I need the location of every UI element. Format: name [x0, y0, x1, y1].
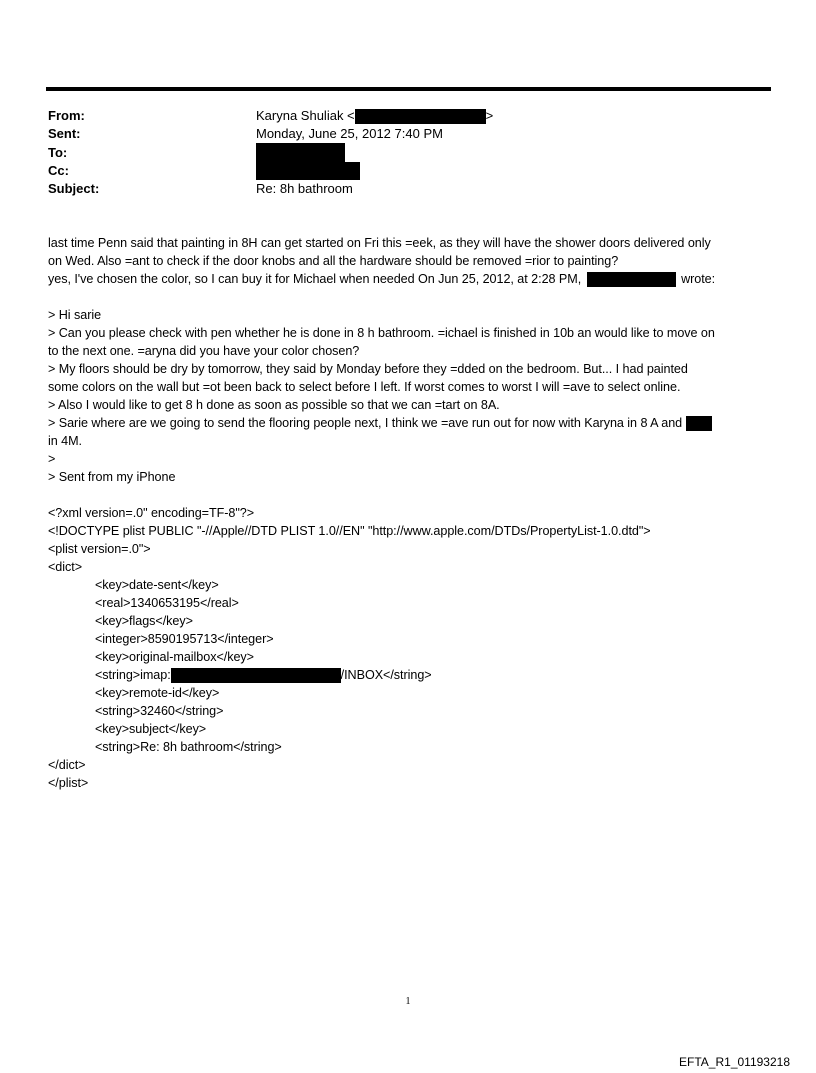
redaction-block [171, 668, 341, 683]
to-label: To: [48, 145, 68, 160]
subject-value: Re: 8h bathroom [256, 181, 353, 196]
quoted-line: > [48, 452, 56, 466]
plist-text: <string>imap: [95, 668, 171, 682]
redaction-block [256, 143, 345, 162]
plist-line: <real>1340653195</real> [95, 596, 239, 610]
quoted-line: > My floors should be dry by tomorrow, they said by Monday before they =dded on the bedroom. But... I had painted [48, 362, 688, 376]
body-line: on Wed. Also =ant to check if the door knobs and all the hardware should be removed =rior to painting? [48, 254, 619, 268]
plist-line: <key>subject</key> [95, 722, 207, 736]
subject-label: Subject: [48, 181, 100, 196]
plist-line: <string>32460</string> [95, 704, 224, 718]
quoted-line: in 4M. [48, 434, 82, 448]
plist-line: <key>original-mailbox</key> [95, 650, 254, 664]
header-rule [46, 87, 771, 91]
quoted-line: > Hi sarie [48, 308, 102, 322]
from-value-tail: > [485, 108, 494, 123]
plist-line: <!DOCTYPE plist PUBLIC "-//Apple//DTD PLIST 1.0//EN" "http://www.apple.com/DTDs/PropertyList-1.0.dtd"> [48, 524, 651, 538]
redaction-block [686, 416, 712, 431]
quoted-line: to the next one. =aryna did you have your color chosen? [48, 344, 360, 358]
plist-line: <key>flags</key> [95, 614, 193, 628]
quoted-line: > Also I would like to get 8 h done as soon as possible so that we can =tart on 8A. [48, 398, 500, 412]
plist-line [48, 666, 770, 684]
from-name: Karyna Shuliak < [256, 108, 355, 123]
reply-attribution: yes, I've chosen the color, so I can buy it for Michael when needed On Jun 25, 2012, at 2:28 PM, [48, 272, 582, 286]
reply-wrote: wrote: [681, 272, 716, 286]
plist-line: <plist version=.0"> [48, 542, 151, 556]
plist-line: <string>Re: 8h bathroom</string> [95, 740, 282, 754]
plist-line: <integer>8590195713</integer> [95, 632, 274, 646]
quoted-text: > Sarie where are we going to send the flooring people next, I think we =ave run out for now with Karyna in 8 A and [48, 416, 683, 430]
plist-text: /INBOX</string> [340, 668, 432, 682]
quoted-line: > Sent from my iPhone [48, 470, 176, 484]
plist-line: <key>remote-id</key> [95, 686, 220, 700]
redaction-block [355, 109, 486, 124]
email-body [48, 234, 770, 792]
plist-line: </dict> [48, 758, 86, 772]
from-label: From: [48, 108, 85, 123]
redaction-block [256, 162, 360, 180]
redaction-block [587, 272, 676, 287]
quoted-line: some colors on the wall but =ot been back to select before I left. If worst comes to worst I will =ave to select online. [48, 380, 681, 394]
cc-label: Cc: [48, 163, 69, 178]
body-line [48, 270, 770, 288]
sent-value: Monday, June 25, 2012 7:40 PM [256, 126, 443, 141]
page-number: 1 [405, 996, 411, 1007]
document-id: EFTA_R1_01193218 [679, 1055, 790, 1069]
from-value [256, 107, 493, 125]
sent-label: Sent: [48, 126, 81, 141]
plist-line: </plist> [48, 776, 89, 790]
body-line: last time Penn said that painting in 8H can get started on Fri this =eek, as they will have the shower doors delivered only [48, 236, 711, 250]
plist-line: <dict> [48, 560, 83, 574]
plist-line: <key>date-sent</key> [95, 578, 219, 592]
quoted-line: > Can you please check with pen whether he is done in 8 h bathroom. =ichael is finished in 10b an would like to move on [48, 326, 715, 340]
quoted-line [48, 414, 770, 432]
plist-line: <?xml version=.0" encoding=TF-8"?> [48, 506, 255, 520]
